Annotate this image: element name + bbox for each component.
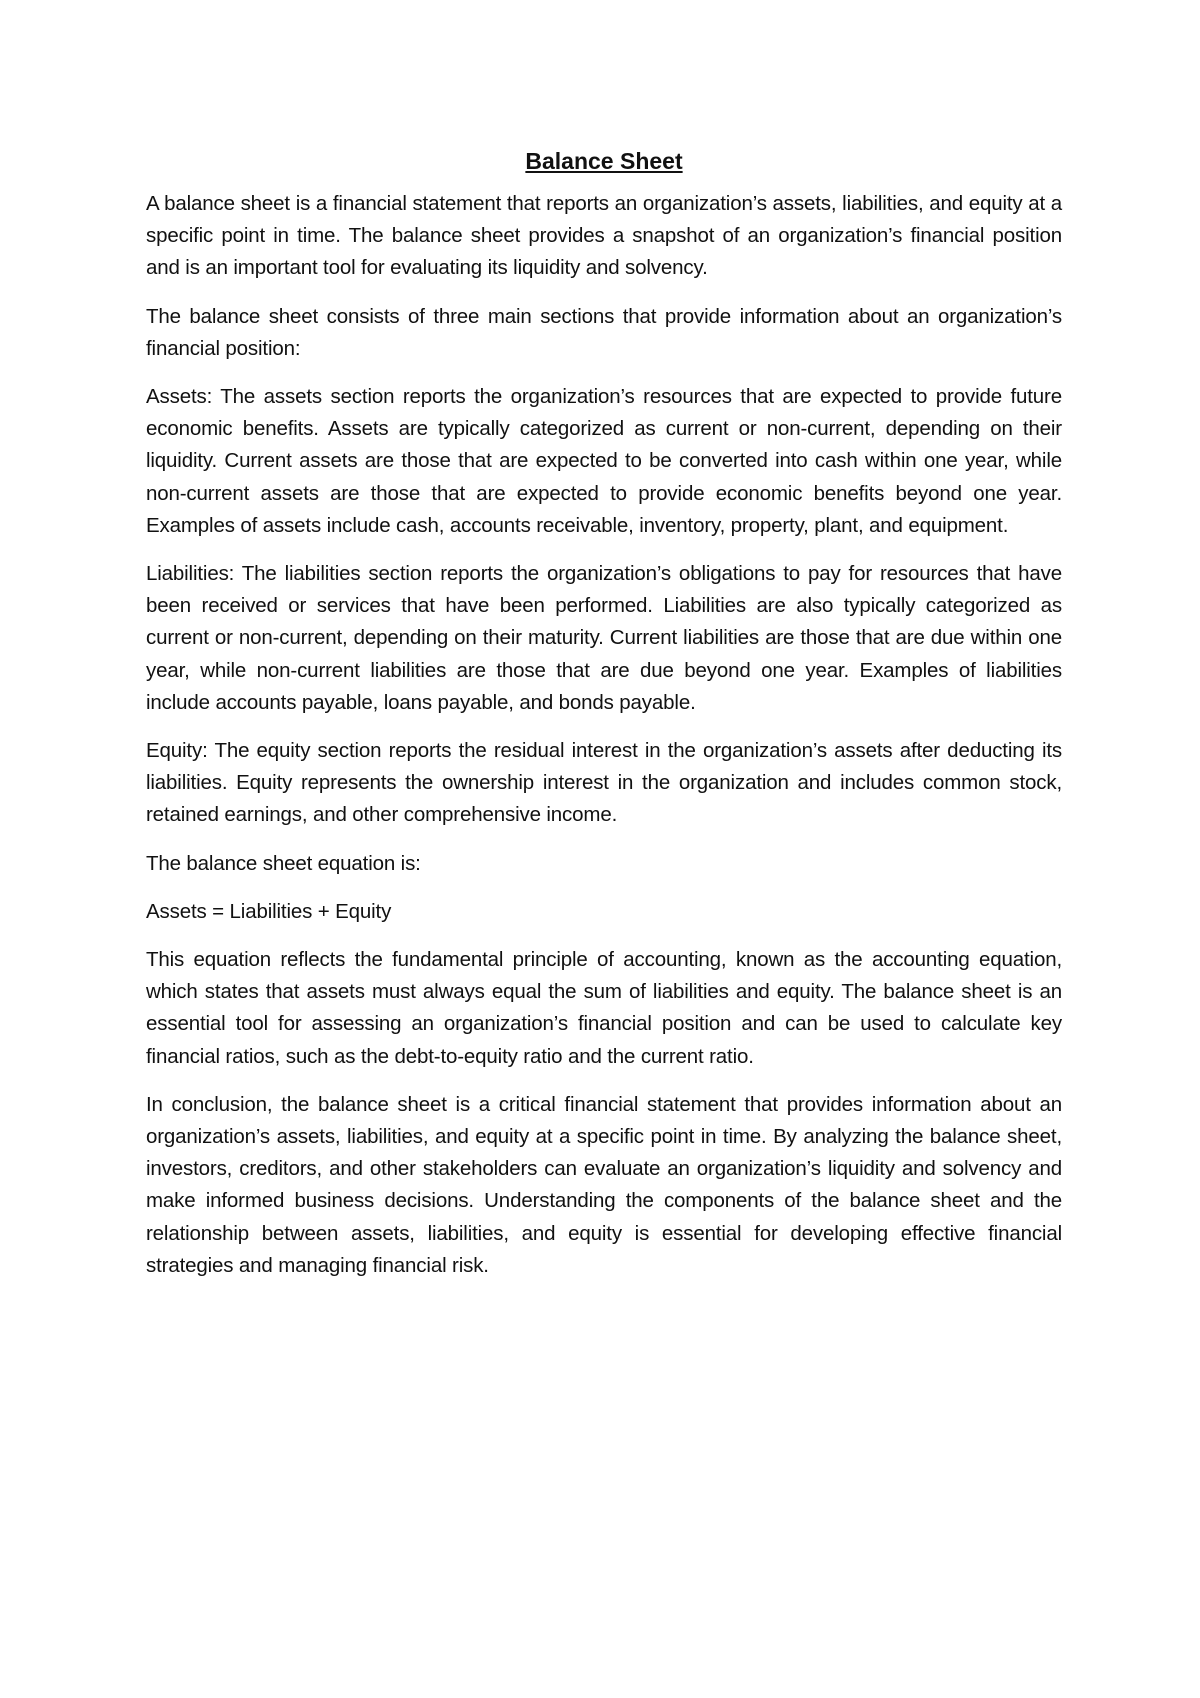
document-body xyxy=(146,146,1062,1298)
paragraph-introduction: A balance sheet is a financial statement that reports an organization’s assets, liabilities, and equity at a specific point in time. The balance sheet provides a snapshot of an organization’s financial position and is an important tool for evaluating its liquidity and solvency. xyxy=(146,192,1062,280)
document-title: Balance Sheet xyxy=(525,148,683,174)
paragraph-sections-overview: The balance sheet consists of three main sections that provide information about an organization’s financial position: xyxy=(146,304,1062,360)
paragraph-assets: Assets: The assets section reports the organization’s resources that are expected to provide future economic benefits. Assets are typically categorized as current or non-current, depending on their liquidity. Current assets are those that are expected to be converted into cash within one year, while non-current assets are those that are expected to provide economic benefits beyond one year. Examples of assets include cash, accounts receivable, inventory, property, plant, and equipment. xyxy=(146,385,1062,537)
paragraph-equation-intro: The balance sheet equation is: xyxy=(146,851,421,875)
paragraph-equity: Equity: The equity section reports the residual interest in the organization’s assets after deducting its liabilities. Equity represents the ownership interest in the organization and includes common stock, retained earnings, and other comprehensive income. xyxy=(146,739,1062,827)
paragraph-conclusion: In conclusion, the balance sheet is a critical financial statement that provides information about an organization’s assets, liabilities, and equity at a specific point in time. By analyzing the balance sheet, investors, creditors, and other stakeholders can evaluate an organization’s liquidity and solvency and make informed business decisions. Understanding the components of the balance sheet and the relationship between assets, liabilities, and equity is essential for developing effective financial strategies and managing financial risk. xyxy=(146,1092,1062,1277)
paragraph-equation: Assets = Liabilities + Equity xyxy=(146,899,392,923)
paragraph-liabilities: Liabilities: The liabilities section reports the organization’s obligations to pay for resources that have been received or services that have been performed. Liabilities are also typically categorized as current or non-current, depending on their maturity. Current liabilities are those that are due within one year, while non-current liabilities are those that are due beyond one year. Examples of liabilities include accounts payable, loans payable, and bonds payable. xyxy=(146,562,1062,714)
paragraph-equation-explanation: This equation reflects the fundamental principle of accounting, known as the accounting equation, which states that assets must always equal the sum of liabilities and equity. The balance sheet is an essential tool for assessing an organization’s financial position and can be used to calculate key financial ratios, such as the debt-to-equity ratio and the current ratio. xyxy=(146,948,1062,1068)
